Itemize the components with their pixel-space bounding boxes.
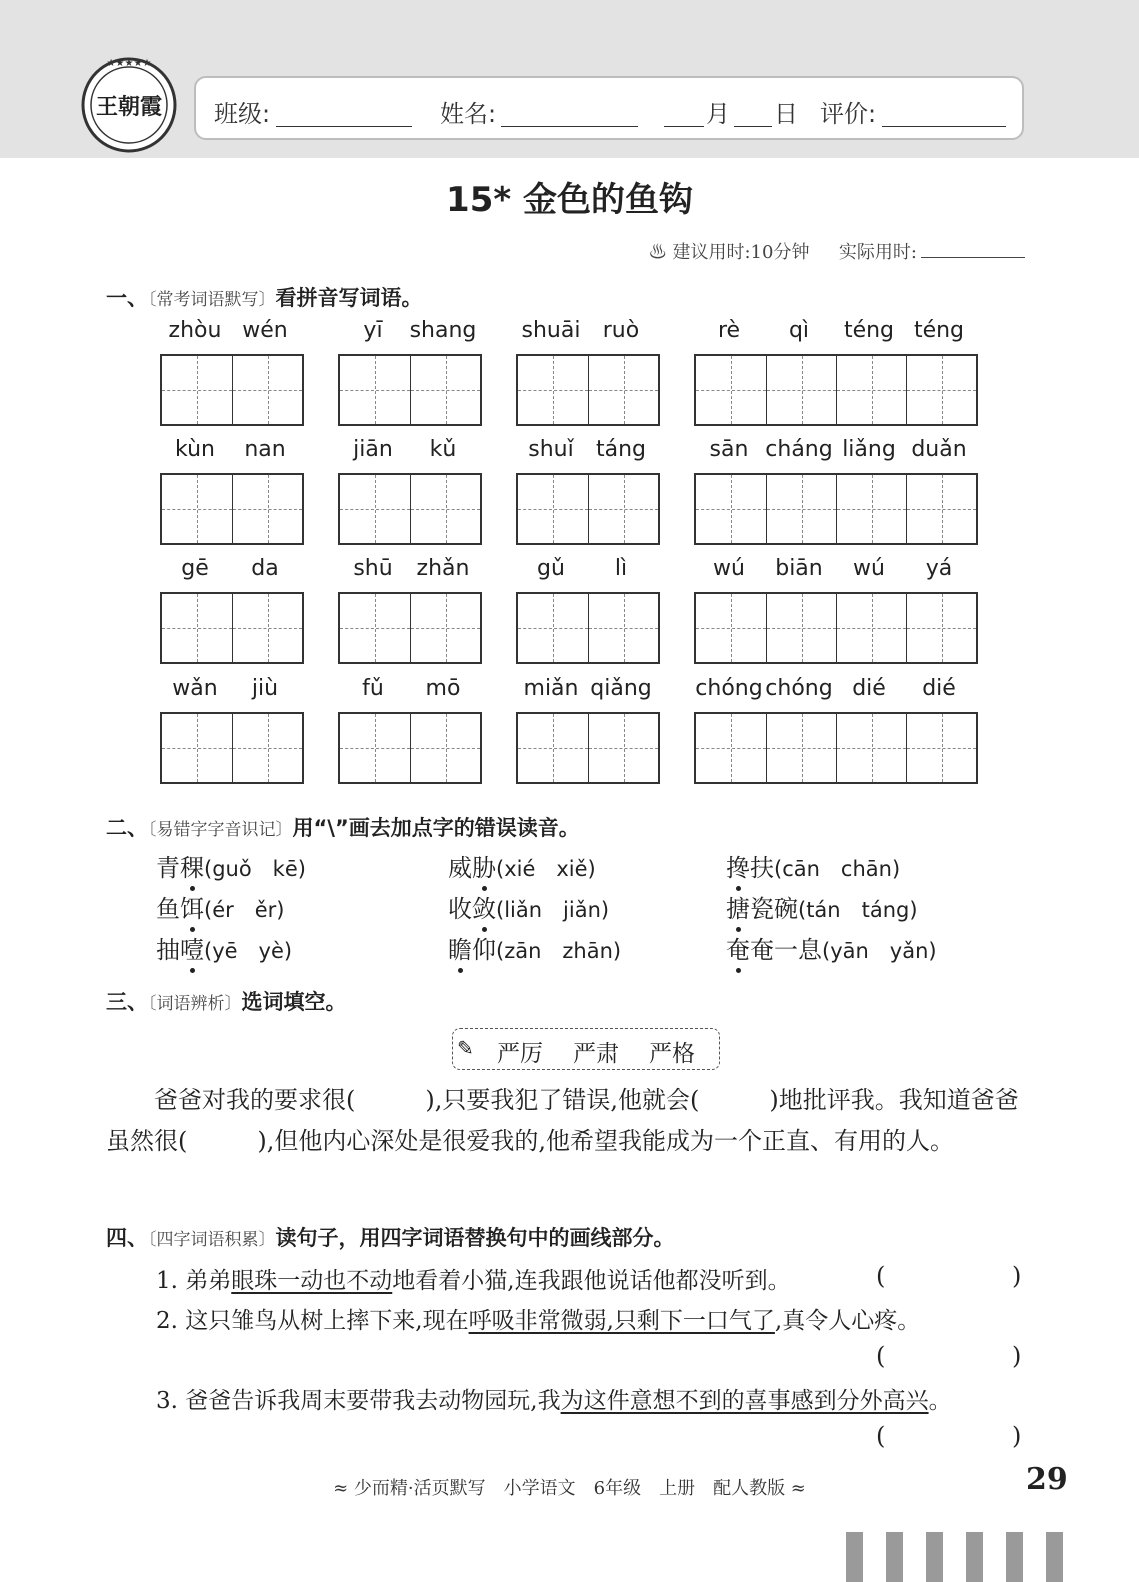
answer-paren-close: ) [1012,1342,1022,1370]
writing-grid [516,473,660,545]
pinyin-label: qì [788,318,810,343]
pinyin-label: wén [242,318,288,343]
section4-instruction: 读句子，用四字词语替换句中的画线部分。 [275,1226,675,1250]
pinyin-label: yá [925,556,953,581]
dotted-char: 搀 [726,854,750,882]
writing-cell[interactable] [232,356,302,424]
pronunciation-item [448,930,621,965]
pinyin-label: fǔ [362,676,384,701]
writing-cell[interactable] [518,475,588,543]
edge-marks [846,1532,1063,1582]
writing-cell[interactable] [836,475,906,543]
answer-paren-close: ) [1012,1422,1022,1450]
writing-grid [338,592,482,664]
eval-field[interactable] [882,126,1006,127]
edge-mark [886,1532,903,1582]
section1-heading [106,282,423,312]
writing-cell[interactable] [588,594,658,662]
writing-cell[interactable] [232,475,302,543]
writing-cell[interactable] [588,356,658,424]
section3-number: 三、 [106,990,148,1014]
writing-grid [160,473,304,545]
day-label: 日 [774,100,798,128]
section1-number: 一、 [106,286,148,310]
pinyin-label: miǎn [523,676,579,701]
logo-text: 王朝霞 [95,94,163,120]
writing-cell[interactable] [518,356,588,424]
edge-mark [846,1532,863,1582]
pinyin-label: sān [709,437,749,462]
writing-cell[interactable] [906,714,976,782]
word-char: 息 [798,936,822,964]
pinyin-options[interactable]: (cān chān) [774,857,901,881]
q2-post: ,真令人心疼。 [774,1308,921,1334]
word-char: 鱼 [156,895,180,923]
pinyin-label: chóng [765,676,833,701]
pronunciation-item [448,848,596,883]
word-char: 收 [448,895,472,923]
pronunciation-item [726,889,918,924]
pinyin-label: táng [595,437,646,462]
pinyin-label: wǎn [172,676,218,701]
pencil-icon: ✎ [457,1036,474,1060]
pinyin-label: téng [913,318,965,343]
pinyin-label: yī [363,318,383,343]
writing-grid [338,712,482,784]
pinyin-options[interactable]: (yē yè) [204,939,293,963]
writing-cell[interactable] [766,714,836,782]
writing-cell[interactable] [410,475,480,543]
pinyin-label: chóng [695,676,763,701]
writing-cell[interactable] [696,475,766,543]
pinyin-label: shuǐ [528,437,574,462]
answer-paren-open: ( [876,1422,886,1450]
writing-cell[interactable] [906,475,976,543]
writing-cell[interactable] [766,475,836,543]
month-label: 月 [706,100,730,128]
pinyin-label: zhòu [168,318,222,343]
actual-time-label: 实际用时: [838,242,917,263]
q1-pre: 1. 弟弟 [156,1268,232,1294]
answer-paren-close: ) [1012,1262,1022,1290]
pronunciation-item [156,930,292,965]
writing-cell[interactable] [410,714,480,782]
word-char: 奄 [750,936,774,964]
writing-cell[interactable] [836,594,906,662]
answer-field-3[interactable] [892,1422,1008,1452]
section3-instruction: 选词填空。 [241,990,347,1014]
section2-number: 二、 [106,816,148,840]
pinyin-label: wú [853,556,885,581]
writing-cell[interactable] [906,594,976,662]
suggested-time: 建议用时:10分钟 [672,242,810,263]
writing-cell[interactable] [162,594,232,662]
writing-cell[interactable] [518,714,588,782]
pinyin-label: shang [409,318,477,343]
writing-cell[interactable] [162,475,232,543]
q3-pre: 3. 爸爸告诉我周末要带我去动物园玩,我 [156,1388,561,1414]
pinyin-label: nan [244,437,286,462]
writing-grid [160,354,304,426]
class-field[interactable] [276,126,412,127]
pinyin-label: ruò [602,318,640,343]
edge-mark [926,1532,943,1582]
writing-cell[interactable] [162,714,232,782]
question-1 [156,1262,791,1295]
pinyin-label: duǎn [911,437,967,462]
dotted-char: 噎 [180,936,204,964]
pinyin-label: rè [717,318,741,343]
pronunciation-item [726,848,900,883]
writing-cell[interactable] [906,356,976,424]
pinyin-label: biān [775,556,823,581]
hourglass-icon: ♨ [648,242,667,263]
word-choice-box [452,1028,720,1070]
pinyin-label: gǔ [537,556,565,581]
pinyin-label: shū [353,556,393,581]
q2-pre: 2. 这只雏鸟从树上摔下来,现在 [156,1308,469,1334]
name-field[interactable] [501,126,638,127]
question-2 [156,1302,920,1335]
day-field[interactable] [734,126,772,127]
section2-tag: 〔易错字字音识记〕 [148,820,293,840]
page-number: 29 [1026,1462,1068,1497]
writing-cell[interactable] [232,714,302,782]
q3-underlined: 为这件意想不到的喜事感到分外高兴 [560,1388,929,1414]
writing-cell[interactable] [340,594,410,662]
pinyin-label: da [251,556,279,581]
svg-text:★★★★★: ★★★★★ [106,58,152,69]
answer-field-2[interactable] [892,1342,1008,1372]
writing-grid [516,712,660,784]
dotted-char: 搪 [726,895,750,923]
para-text: ),只要我犯了错误,他就会( [425,1086,700,1114]
q1-underlined: 眼珠一动也不动 [231,1268,393,1294]
pinyin-label: lì [614,556,628,581]
writing-cell[interactable] [518,594,588,662]
fill-paragraph [106,1080,1026,1162]
name-label: 姓名: [440,100,497,128]
writing-grid [694,354,978,426]
section4-number: 四、 [106,1226,148,1250]
footer-text: ≈ 少而精·活页默写 小学语文 6年级 上册 配人教版 ≈ [333,1478,806,1499]
edge-mark [1046,1532,1063,1582]
section1-instruction: 看拼音写词语。 [275,286,423,310]
dotted-char: 奄 [726,936,750,964]
writing-cell[interactable] [588,714,658,782]
pinyin-label: téng [843,318,895,343]
word-char: 扶 [750,854,774,882]
writing-cell[interactable] [162,356,232,424]
pinyin-label: mō [425,676,461,701]
pinyin-label: kǔ [429,437,457,462]
pinyin-label: jiān [353,437,393,462]
pinyin-label: dié [922,676,956,701]
pinyin-options[interactable]: (guǒ kē) [204,857,306,881]
q2-underlined: 呼吸非常微弱,只剩下一口气了 [468,1308,775,1334]
q3-post: 。 [928,1388,952,1414]
pinyin-options[interactable]: (liǎn jiǎn) [496,898,610,922]
edge-mark [966,1532,983,1582]
writing-cell[interactable] [340,356,410,424]
writing-cell[interactable] [836,714,906,782]
word-char: 瓷 [750,895,774,923]
pinyin-label: gē [181,556,209,581]
writing-cell[interactable] [232,594,302,662]
section3-heading [106,986,347,1016]
writing-cell[interactable] [766,594,836,662]
pinyin-label: qiǎng [590,676,652,701]
word-char: 威 [448,854,472,882]
word-char: 碗 [774,895,798,923]
pinyin-options[interactable]: (xié xiě) [496,857,596,881]
writing-grid [160,712,304,784]
dotted-char: 胁 [472,854,496,882]
edge-mark [1006,1532,1023,1582]
answer-paren-open: ( [876,1262,886,1290]
q1-post: 地看着小猫,连我跟他说话他都没听到。 [392,1268,791,1294]
pinyin-options[interactable]: (yān yǎn) [822,939,937,963]
writing-grid [694,592,978,664]
word-char: 青 [156,854,180,882]
pronunciation-item [156,848,306,883]
writing-cell[interactable] [836,356,906,424]
writing-grid [338,473,482,545]
pinyin-label: liǎng [842,437,896,462]
month-field[interactable] [664,126,704,127]
para-text: 爸爸对我的要求很( [154,1086,356,1114]
writing-grid [516,592,660,664]
pinyin-options[interactable]: (tán táng) [798,898,918,922]
time-row [649,238,1025,264]
dotted-char: 稞 [180,854,204,882]
pinyin-label: shuāi [521,318,581,343]
para-text: ),但他内心深处是很爱我的,他希望我能成为一个正直、有用的人。 [257,1127,954,1155]
word-choice: 严肃 [573,1041,619,1067]
class-label: 班级: [214,100,271,128]
student-info-box [194,76,1024,140]
para-text: )地批评我。我知道爸爸虽然很( [106,1086,1019,1155]
brand-logo [80,56,178,154]
dotted-char: 瞻 [448,936,472,964]
section3-tag: 〔词语辨析〕 [148,994,242,1014]
pinyin-label: kùn [175,437,215,462]
writing-cell[interactable] [340,714,410,782]
actual-time-field[interactable] [921,257,1025,258]
writing-cell[interactable] [588,475,658,543]
writing-grid [516,354,660,426]
page-title: 15* 金色的鱼钩 [446,180,693,220]
pronunciation-item [156,889,285,924]
word-choice: 严厉 [497,1041,543,1067]
question-3 [156,1382,952,1415]
pinyin-label: wú [713,556,745,581]
writing-cell[interactable] [696,714,766,782]
writing-cell[interactable] [696,594,766,662]
section4-heading [106,1222,675,1252]
word-char: 仰 [472,936,496,964]
writing-cell[interactable] [696,356,766,424]
pinyin-label: cháng [765,437,833,462]
writing-cell[interactable] [766,356,836,424]
writing-grid [160,592,304,664]
word-char: 一 [774,936,798,964]
dotted-char: 敛 [472,895,496,923]
word-char: 抽 [156,936,180,964]
answer-field-1[interactable] [892,1262,1008,1292]
section2-heading [106,812,580,842]
dotted-char: 饵 [180,895,204,923]
writing-grid [694,712,978,784]
writing-cell[interactable] [410,356,480,424]
pinyin-options[interactable]: (zān zhān) [496,939,622,963]
pinyin-label: zhǎn [416,556,470,581]
eval-label: 评价: [820,100,877,128]
writing-grid [694,473,978,545]
pinyin-label: dié [852,676,886,701]
section2-instruction: 用“\”画去加点字的错误读音。 [292,816,580,840]
pronunciation-item [448,889,609,924]
writing-cell[interactable] [410,594,480,662]
writing-grid [338,354,482,426]
writing-cell[interactable] [340,475,410,543]
section1-tag: 〔常考词语默写〕 [148,290,276,310]
word-choice: 严格 [649,1041,695,1067]
answer-paren-open: ( [876,1342,886,1370]
section4-tag: 〔四字词语积累〕 [148,1230,276,1250]
pinyin-label: jiù [251,676,279,701]
pronunciation-item [726,930,937,965]
pinyin-options[interactable]: (ér ěr) [204,898,285,922]
